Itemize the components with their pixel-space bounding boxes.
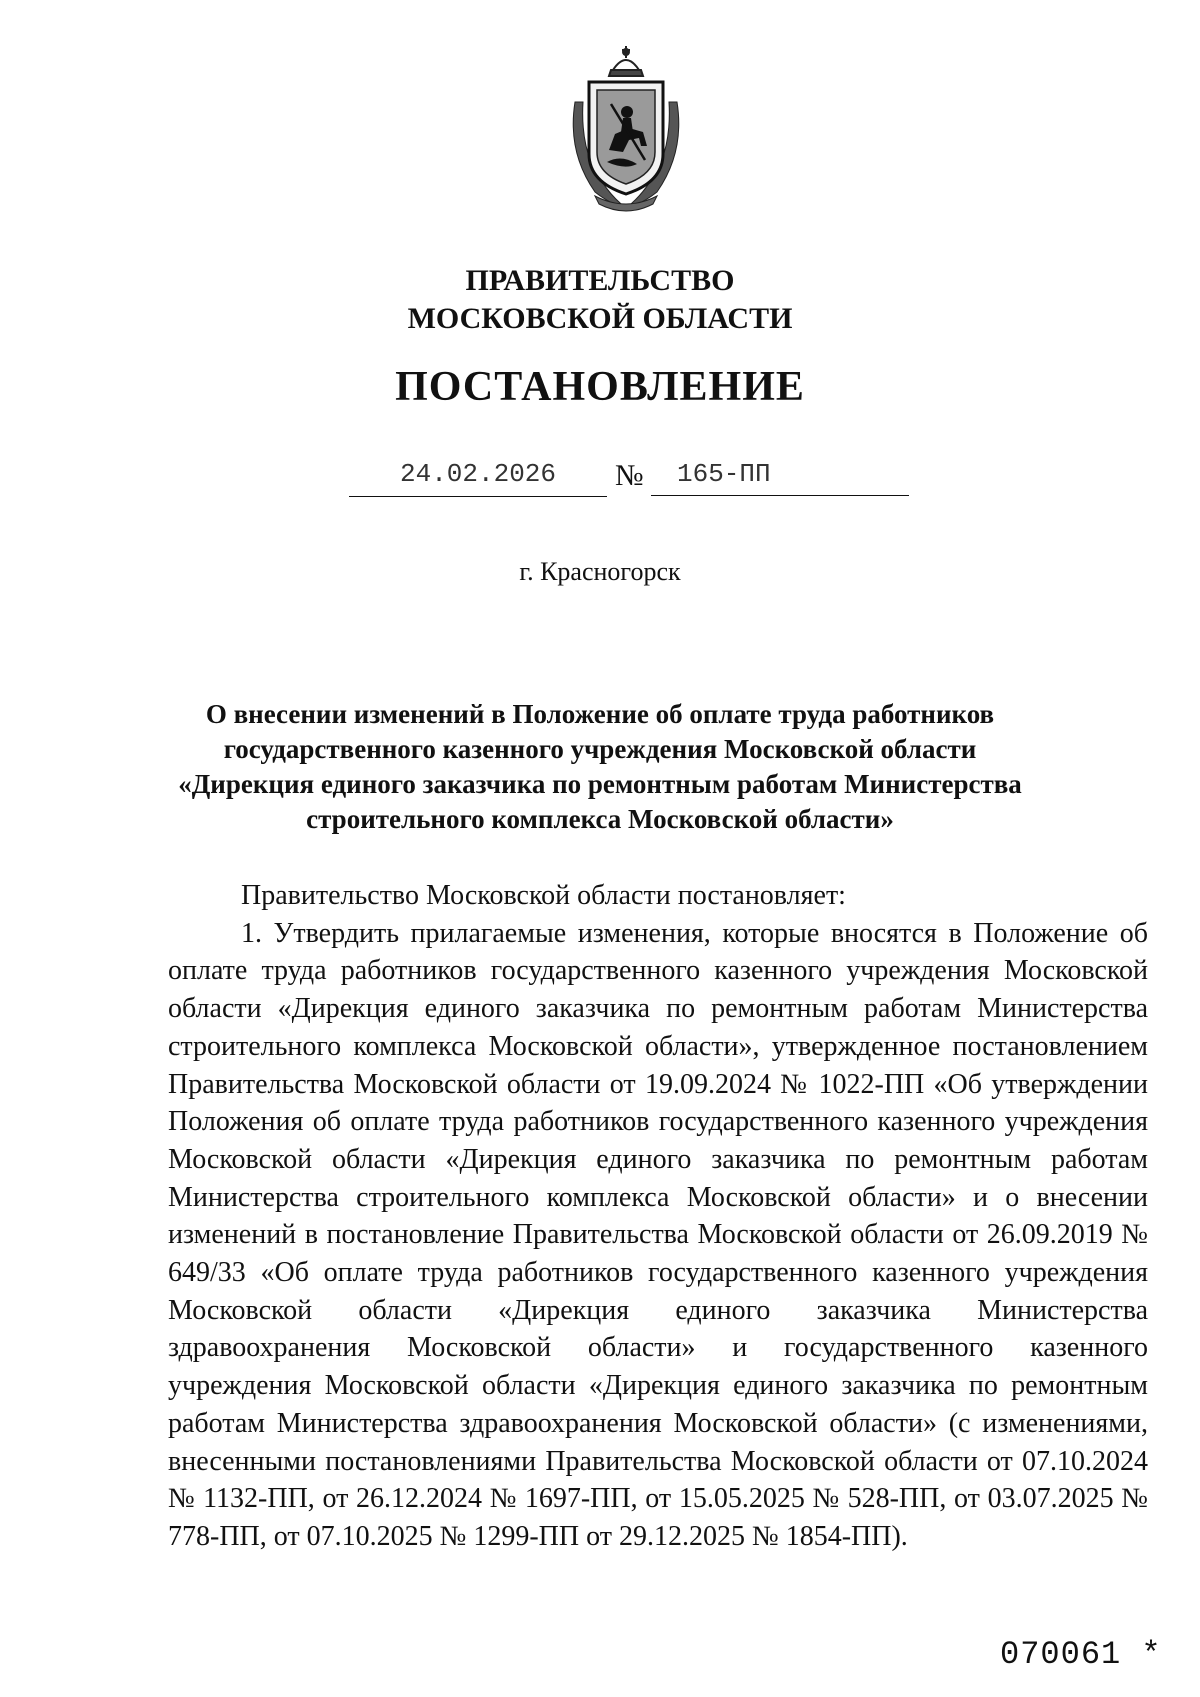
number-sign: № xyxy=(615,459,644,492)
body-intro: Правительство Московской области постановляет: xyxy=(241,880,846,911)
body-paragraph-1: 1. Утвердить прилагаемые изменения, которые вносятся в Положение об оплате труда работников государственного казенного учреждения Московской области «Дирекция единого заказчика по ремонтным работам Министерства строительного комплекса Московской области», утвержденное постановлением Правительства Московской области от 19.09.2024 № 1022-ПП «Об утверждении Положения об оплате труда работников государственного казенного учреждения Московской области «Дирекция единого заказчика по ремонтным работам Министерства строительного комплекса Московской области» и о внесении изменений в постановление Правительства Московской области от 26.09.2019 № 649/33 «Об оплате труда работников государственного казенного учреждения Московской области «Дирекция единого заказчика Министерства здравоохранения Московской области» и государственного казенного учреждения Московской области «Дирекция единого заказчика по ремонтным работам Министерства здравоохранения Московской области» (с изменениями, внесенными постановлениями Правительства Московской области от 07.10.2024 № 1132-ПП, от 26.12.2024 № 1697-ПП, от 15.05.2025 № 528-ПП, от 03.07.2025 № 778-ПП, от 07.10.2025 № 1299-ПП от 29.12.2025 № 1854-ПП). xyxy=(168,917,1148,1552)
document-body xyxy=(168,877,1148,1556)
coat-of-arms-icon xyxy=(565,42,687,214)
document-number: 165-ПП xyxy=(651,452,909,496)
document-title: О внесении изменений в Положение об оплате труда работников государственного казенного учреждения Московской области «Дирекция единого заказчика по ремонтным работам Министерства строительного комплекса Московской области» xyxy=(178,699,1022,834)
city: г. Красногорск xyxy=(519,557,681,586)
government-title-line1: ПРАВИТЕЛЬСТВО xyxy=(465,264,735,297)
document-meta xyxy=(349,452,909,498)
document-type: ПОСТАНОВЛЕНИЕ xyxy=(395,364,805,410)
government-title xyxy=(0,262,1200,338)
government-title-line2: МОСКОВСКОЙ ОБЛАСТИ xyxy=(407,302,793,335)
serial-code: 070061 * xyxy=(1000,1636,1162,1673)
document-date: 24.02.2026 xyxy=(349,452,607,497)
